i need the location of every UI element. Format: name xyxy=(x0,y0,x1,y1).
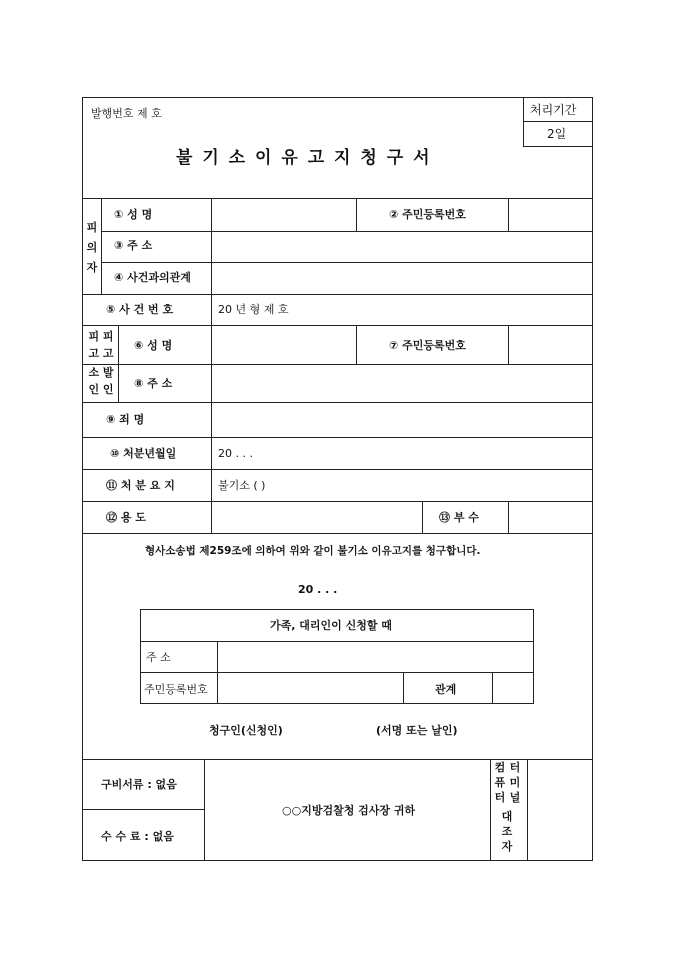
copies-label: ⑬ 부 수 xyxy=(439,511,479,524)
family-relation-label: 관계 xyxy=(435,683,457,696)
computer-check-field[interactable] xyxy=(528,760,592,860)
family-id-label: 주민등록번호 xyxy=(144,683,208,696)
family-relation-field[interactable] xyxy=(493,673,533,703)
family-box-title: 가족, 대리인이 신청할 때 xyxy=(270,619,392,632)
complainant-id-field[interactable] xyxy=(509,326,592,363)
purpose-field[interactable] xyxy=(212,502,421,532)
case-number-value[interactable]: 20 년 형 제 호 xyxy=(218,303,289,316)
complainant-address-field[interactable] xyxy=(212,365,592,401)
suspect-name-field[interactable] xyxy=(212,199,355,230)
complainant-address-label: ⑧ 주 소 xyxy=(134,377,173,390)
suspect-id-field[interactable] xyxy=(509,199,592,230)
issue-number: 발행번호 제 호 xyxy=(91,107,162,120)
crime-field[interactable] xyxy=(212,403,592,436)
fee: 수 수 료 : 없음 xyxy=(101,830,174,843)
suspect-group-label: 피 의 자 xyxy=(86,221,98,274)
family-id-field[interactable] xyxy=(218,673,402,703)
disposition-date-label: ⑩ 처분년월일 xyxy=(110,447,177,460)
disposition-date-value[interactable]: 20 . . . xyxy=(218,447,253,460)
complainant-group-label: 피 피 고 고 소 발 인 인 xyxy=(88,330,114,396)
crime-label: ⑨ 죄 명 xyxy=(106,413,145,426)
computer-label-col3: 대 조 자 xyxy=(501,810,513,853)
copies-field[interactable] xyxy=(509,502,592,532)
form-title: 불 기 소 이 유 고 지 청 구 서 xyxy=(176,148,432,168)
family-address-label: 주 소 xyxy=(146,651,171,664)
family-address-field[interactable] xyxy=(218,642,533,671)
suspect-id-label: ② 주민등록번호 xyxy=(389,208,466,221)
statement-date[interactable]: 20 . . . xyxy=(298,583,338,596)
suspect-address-field[interactable] xyxy=(212,232,592,261)
complainant-name-label: ⑥ 성 명 xyxy=(134,339,173,352)
addressee: ○○지방검찰청 검사장 귀하 xyxy=(282,804,416,817)
signature-label[interactable]: (서명 또는 날인) xyxy=(376,724,458,737)
purpose-label: ⑫ 용 도 xyxy=(106,511,146,524)
suspect-relation-label: ④ 사건과의관계 xyxy=(114,271,191,284)
required-documents: 구비서류 : 없음 xyxy=(101,778,177,791)
statement-text: 형사소송법 제259조에 의하여 위와 같이 불기소 이유고지를 청구합니다. xyxy=(145,545,481,557)
complainant-name-field[interactable] xyxy=(212,326,355,363)
processing-period-label: 처리기간 xyxy=(530,103,577,117)
suspect-relation-field[interactable] xyxy=(212,263,592,293)
disposition-summary-label: ⑪ 처 분 요 지 xyxy=(106,479,175,492)
complainant-id-label: ⑦ 주민등록번호 xyxy=(389,339,466,352)
suspect-address-label: ③ 주 소 xyxy=(114,239,153,252)
processing-period-value: 2일 xyxy=(547,127,567,141)
computer-label-col2: 터 미 널 xyxy=(509,761,521,804)
case-number-label: ⑤ 사 건 번 호 xyxy=(106,303,174,316)
disposition-summary-value[interactable]: 불기소 ( ) xyxy=(218,479,266,492)
computer-label-col1: 컴 퓨 터 xyxy=(494,761,506,804)
suspect-name-label: ① 성 명 xyxy=(114,208,153,221)
applicant-label: 청구인(신청인) xyxy=(209,724,283,737)
